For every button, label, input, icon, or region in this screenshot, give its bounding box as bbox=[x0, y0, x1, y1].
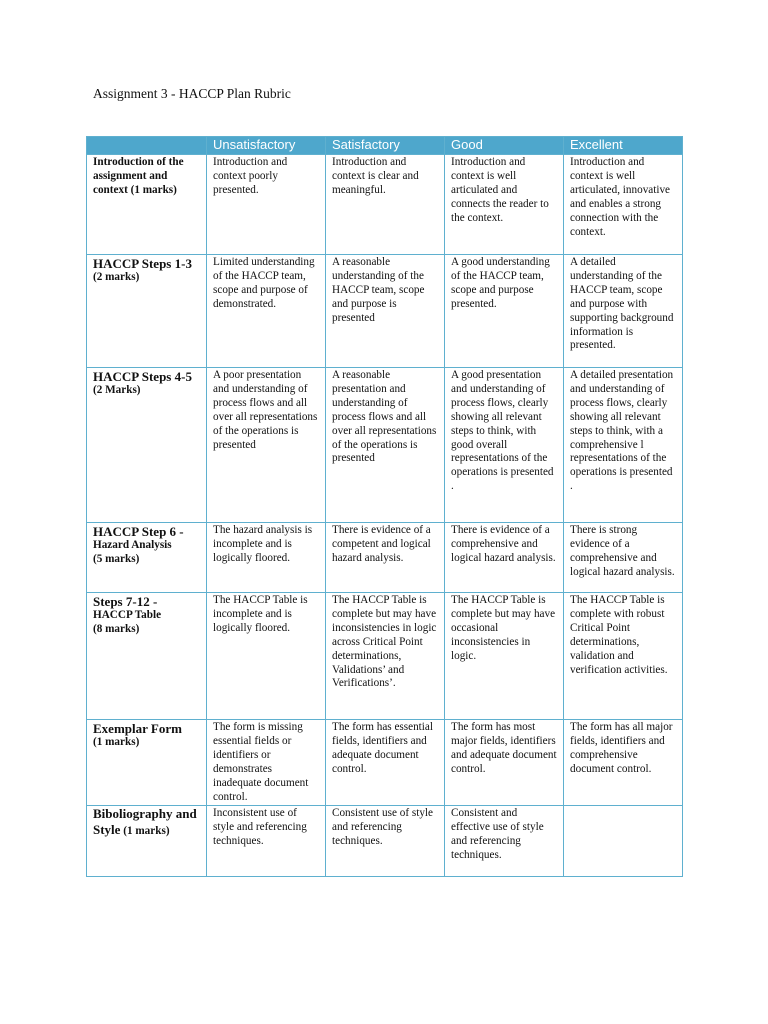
criterion-cell bbox=[87, 155, 207, 255]
criterion-marks: (2 Marks) bbox=[93, 384, 141, 396]
header-excellent: Excellent bbox=[564, 137, 683, 155]
criterion-subtitle: Hazard Analysis bbox=[93, 539, 172, 551]
rubric-cell: A detailed understanding of the HACCP team, scope and purpose with supporting background information is presented. bbox=[564, 255, 683, 368]
rubric-cell: A reasonable presentation and understanding of process flows and all over all representations of the operations is presented bbox=[326, 368, 445, 523]
rubric-cell: There is strong evidence of a comprehensive and logical hazard analysis. bbox=[564, 523, 683, 593]
criterion-marks: (1 marks) bbox=[93, 736, 140, 748]
rubric-cell: A good presentation and understanding of process flows, clearly showing all relevant steps to think, with good overall representations of the operations is presented . bbox=[445, 368, 564, 523]
rubric-cell: Inconsistent use of style and referencing techniques. bbox=[207, 806, 326, 877]
rubric-cell: The hazard analysis is incomplete and is logically floored. bbox=[207, 523, 326, 593]
criterion-title: HACCP Step 6 - bbox=[93, 524, 184, 539]
criterion-label: Introduction of the assignment and context (1 marks) bbox=[93, 156, 184, 196]
rubric-cell: The HACCP Table is complete but may have inconsistencies in logic across Critical Point determinations, Validations’ and Verifications’. bbox=[326, 593, 445, 720]
rubric-cell bbox=[564, 806, 683, 877]
rubric-table bbox=[86, 136, 683, 877]
rubric-cell: Introduction and context is well articulated and connects the reader to the context. bbox=[445, 155, 564, 255]
criterion-cell bbox=[87, 523, 207, 593]
criterion-title: HACCP Steps 1-3 bbox=[93, 256, 192, 271]
table-row bbox=[87, 255, 683, 368]
header-row bbox=[87, 137, 683, 155]
rubric-cell: The HACCP Table is complete with robust Critical Point determinations, validation and verification activities. bbox=[564, 593, 683, 720]
page-title: Assignment 3 - HACCP Plan Rubric bbox=[93, 86, 291, 101]
criterion-marks: (8 marks) bbox=[93, 622, 140, 635]
header-good: Good bbox=[445, 137, 564, 155]
rubric-cell: The form has essential fields, identifiers and adequate document control. bbox=[326, 720, 445, 806]
criterion-title: HACCP Steps 4-5 bbox=[93, 369, 192, 384]
rubric-cell: Introduction and context is clear and meaningful. bbox=[326, 155, 445, 255]
criterion-title: Exemplar Form bbox=[93, 721, 182, 736]
rubric-cell: A detailed presentation and understanding of process flows, clearly showing all relevant steps to think, with a comprehensive l representations of the operations is presented . bbox=[564, 368, 683, 523]
rubric-cell: There is evidence of a comprehensive and logical hazard analysis. bbox=[445, 523, 564, 593]
criterion-cell bbox=[87, 806, 207, 877]
criterion-cell bbox=[87, 720, 207, 806]
header-unsatisfactory: Unsatisfactory bbox=[207, 137, 326, 155]
rubric-cell: The form has all major fields, identifiers and comprehensive document control. bbox=[564, 720, 683, 806]
criterion-title: Biboliography and Style bbox=[93, 806, 197, 838]
rubric-cell: A reasonable understanding of the HACCP team, scope and purpose is presented bbox=[326, 255, 445, 368]
criterion-marks: (2 marks) bbox=[93, 271, 140, 283]
rubric-cell: The HACCP Table is complete but may have occasional inconsistencies in logic. bbox=[445, 593, 564, 720]
rubric-cell: Consistent and effective use of style and referencing techniques. bbox=[445, 806, 564, 877]
rubric-cell: Introduction and context poorly presented. bbox=[207, 155, 326, 255]
criterion-cell bbox=[87, 368, 207, 523]
table-row bbox=[87, 806, 683, 877]
table-row bbox=[87, 368, 683, 523]
table-row bbox=[87, 155, 683, 255]
rubric-cell: Consistent use of style and referencing techniques. bbox=[326, 806, 445, 877]
rubric-cell: Limited understanding of the HACCP team, scope and purpose of demonstrated. bbox=[207, 255, 326, 368]
rubric-cell: The form is missing essential fields or identifiers or demonstrates inadequate document control. bbox=[207, 720, 326, 806]
table-row bbox=[87, 593, 683, 720]
rubric-cell: A poor presentation and understanding of process flows and all over all representations of the operations is presented bbox=[207, 368, 326, 523]
rubric-cell: There is evidence of a competent and logical hazard analysis. bbox=[326, 523, 445, 593]
rubric-cell: The HACCP Table is incomplete and is logically floored. bbox=[207, 593, 326, 720]
table-row bbox=[87, 523, 683, 593]
criterion-marks: (5 marks) bbox=[93, 552, 140, 565]
criterion-cell bbox=[87, 593, 207, 720]
header-satisfactory: Satisfactory bbox=[326, 137, 445, 155]
rubric-cell: The form has most major fields, identifiers and adequate document control. bbox=[445, 720, 564, 806]
criterion-subtitle: HACCP Table bbox=[93, 609, 162, 621]
table-row bbox=[87, 720, 683, 806]
header-corner bbox=[87, 137, 207, 155]
criterion-title: Steps 7-12 - bbox=[93, 594, 158, 609]
criterion-marks: (1 marks) bbox=[120, 825, 170, 838]
rubric-cell: Introduction and context is well articulated, innovative and enables a strong connection with the context. bbox=[564, 155, 683, 255]
criterion-cell bbox=[87, 255, 207, 368]
rubric-cell: A good understanding of the HACCP team, scope and purpose presented. bbox=[445, 255, 564, 368]
